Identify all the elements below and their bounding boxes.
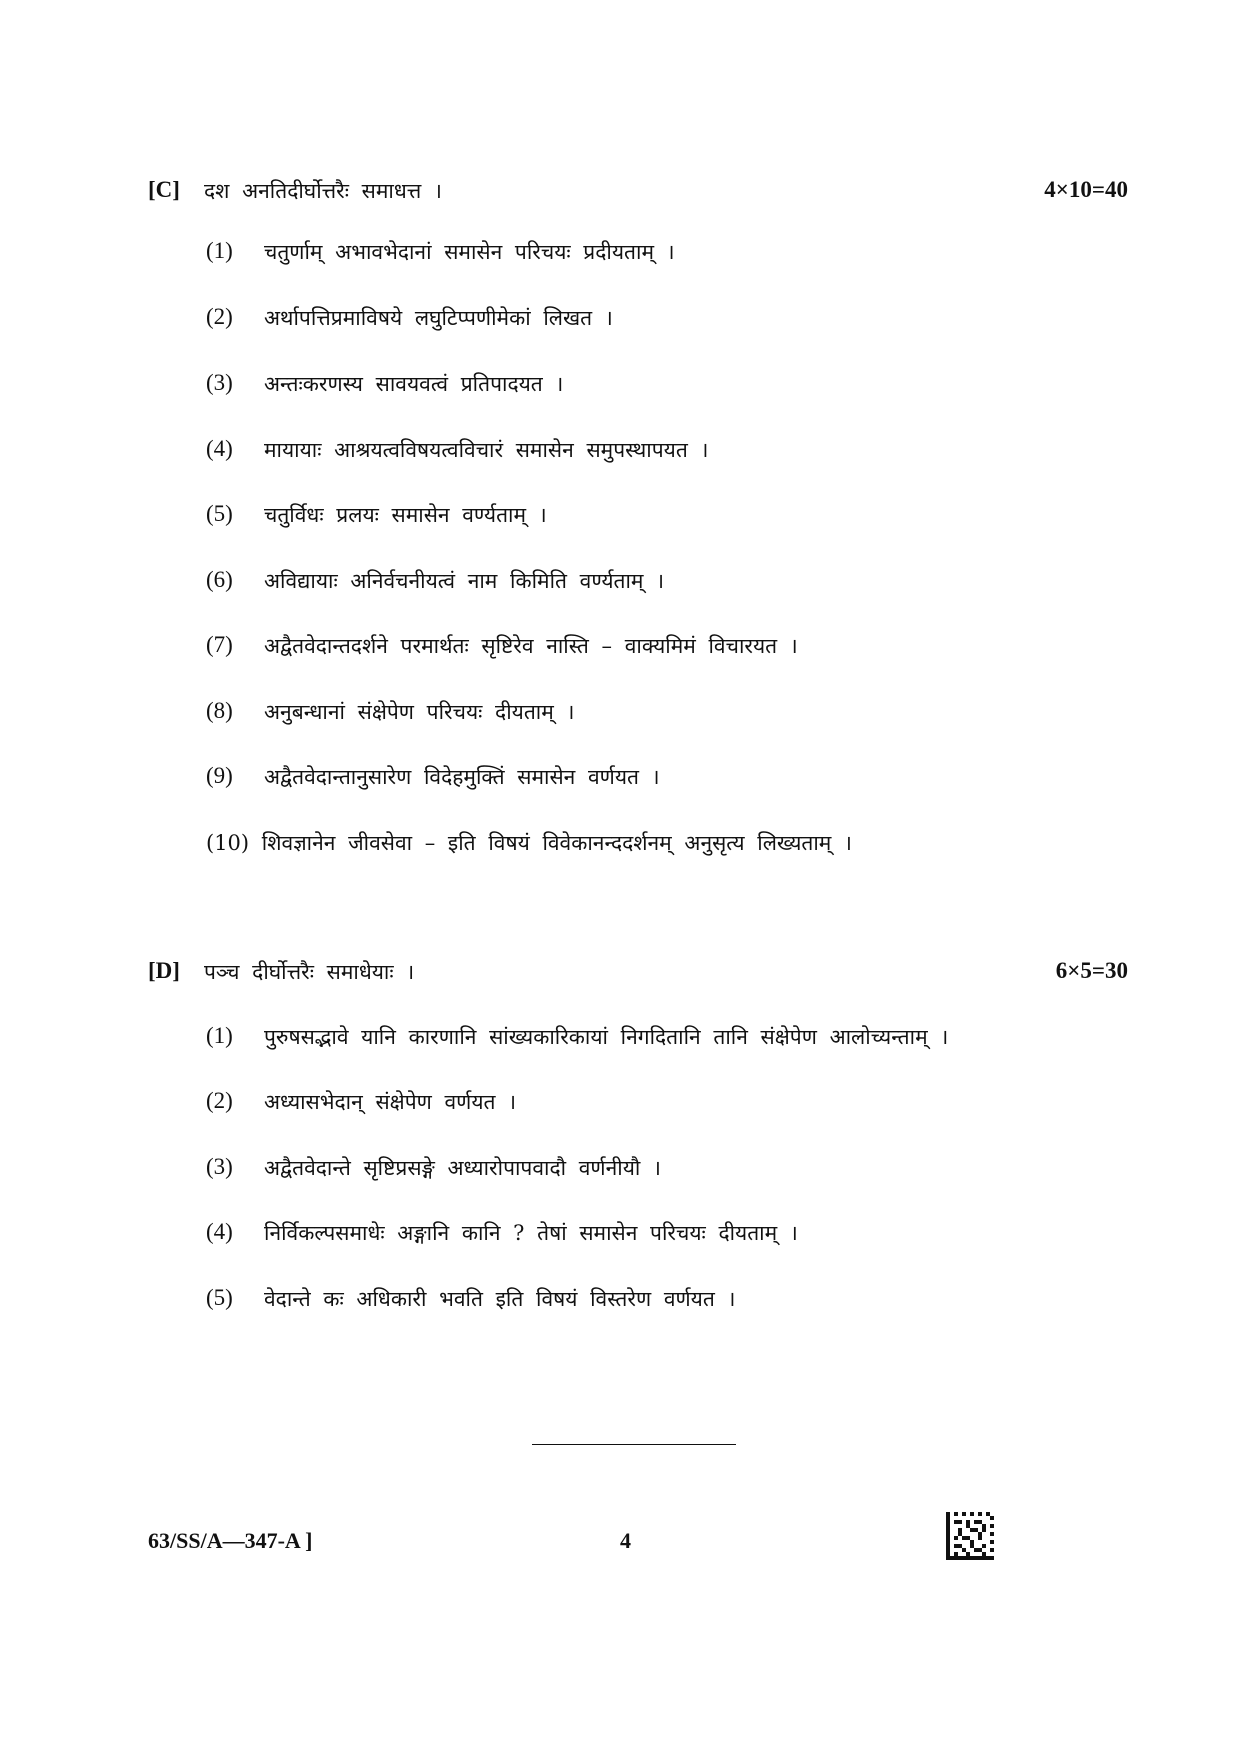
section-d-marks: 6×5=30 bbox=[1055, 958, 1128, 983]
question-number: (7) bbox=[206, 632, 233, 657]
question-d-5 bbox=[206, 1285, 1136, 1325]
question-c-10 bbox=[206, 829, 1136, 869]
question-text: अन्तःकरणस्य सावयवत्वं प्रतिपादयत । bbox=[264, 372, 564, 396]
question-text: अध्यासभेदान् संक्षेपेण वर्णयत । bbox=[264, 1090, 517, 1114]
qr-code-icon bbox=[946, 1512, 994, 1560]
question-number: (4) bbox=[206, 1219, 233, 1244]
question-text: अद्वैतवेदान्तदर्शने परमार्थतः सृष्टिरेव नास्ति – वाक्यमिमं विचारयत । bbox=[264, 634, 798, 658]
question-c-7 bbox=[206, 632, 1136, 672]
question-number: (2) bbox=[206, 304, 233, 329]
question-number: (8) bbox=[206, 698, 233, 723]
question-c-1 bbox=[206, 238, 1136, 278]
question-text: वेदान्ते कः अधिकारी भवति इति विषयं विस्तरेण वर्णयत । bbox=[264, 1287, 736, 1311]
question-text: अविद्यायाः अनिर्वचनीयत्वं नाम किमिति वर्ण्यताम् । bbox=[264, 569, 665, 593]
question-d-2 bbox=[206, 1088, 1136, 1128]
question-text bbox=[206, 829, 852, 857]
question-number: (4) bbox=[206, 436, 233, 461]
question-text: अर्थापत्तिप्रमाविषये लघुटिप्पणीमेकां लिखत । bbox=[264, 306, 613, 330]
question-c-3 bbox=[206, 370, 1136, 410]
question-number: (6) bbox=[206, 567, 233, 592]
question-text: चतुर्णाम् अभावभेदानां समासेन परिचयः प्रदीयताम् । bbox=[264, 240, 675, 264]
question-text: मायायाः आश्रयत्वविषयत्वविचारं समासेन समुपस्थापयत । bbox=[264, 438, 709, 462]
question-number: (3) bbox=[206, 1154, 233, 1179]
question-c-8 bbox=[206, 698, 1136, 738]
question-c-2 bbox=[206, 304, 1136, 344]
question-c-4 bbox=[206, 436, 1136, 476]
question-number: (2) bbox=[206, 1088, 233, 1113]
question-number: (9) bbox=[206, 763, 233, 788]
section-d-label: [D] bbox=[148, 958, 180, 983]
end-divider bbox=[532, 1444, 736, 1445]
section-c-label: [C] bbox=[148, 177, 180, 202]
question-text: अद्वैतवेदान्तानुसारेण विदेहमुक्तिं समासेन वर्णयत । bbox=[264, 765, 660, 789]
question-c-6 bbox=[206, 567, 1136, 607]
question-number: (1) bbox=[206, 238, 233, 263]
question-text: अनुबन्धानां संक्षेपेण परिचयः दीयताम् । bbox=[264, 700, 575, 724]
page-number: 4 bbox=[620, 1528, 631, 1553]
question-text: पुरुषसद्भावे यानि कारणानि सांख्यकारिकायां निगदितानि तानि संक्षेपेण आलोच्यन्ताम् । bbox=[264, 1025, 949, 1049]
question-c-9 bbox=[206, 763, 1136, 803]
question-number: (5) bbox=[206, 501, 233, 526]
question-number: (5) bbox=[206, 1285, 233, 1310]
section-c-marks: 4×10=40 bbox=[1044, 177, 1128, 202]
section-c-header bbox=[148, 177, 1128, 217]
question-number: (3) bbox=[206, 370, 233, 395]
question-d-3 bbox=[206, 1154, 1136, 1194]
question-c-5 bbox=[206, 501, 1136, 541]
question-d-1 bbox=[206, 1023, 1136, 1063]
question-body: शिवज्ञानेन जीवसेवा – इति विषयं विवेकानन्ददर्शनम् अनुसृत्य लिख्यताम् । bbox=[261, 831, 852, 855]
question-text: अद्वैतवेदान्ते सृष्टिप्रसङ्गे अध्यारोपापवादौ वर्णनीयौ । bbox=[264, 1156, 661, 1180]
section-d-header bbox=[148, 958, 1128, 998]
paper-code: 63/SS/A—347-A ] bbox=[148, 1528, 313, 1553]
question-number: (1) bbox=[206, 1023, 233, 1048]
question-text: चतुर्विधः प्रलयः समासेन वर्ण्यताम् । bbox=[264, 503, 547, 527]
question-number: (10) bbox=[206, 831, 250, 855]
section-c-instruction: दश अनतिदीर्घोत्तरैः समाधत्त । bbox=[204, 179, 442, 203]
section-d-instruction: पञ्च दीर्घोत्तरैः समाधेयाः । bbox=[204, 960, 415, 984]
question-d-4 bbox=[206, 1219, 1136, 1259]
question-text: निर्विकल्पसमाधेः अङ्गानि कानि ? तेषां समासेन परिचयः दीयताम् । bbox=[264, 1221, 798, 1245]
